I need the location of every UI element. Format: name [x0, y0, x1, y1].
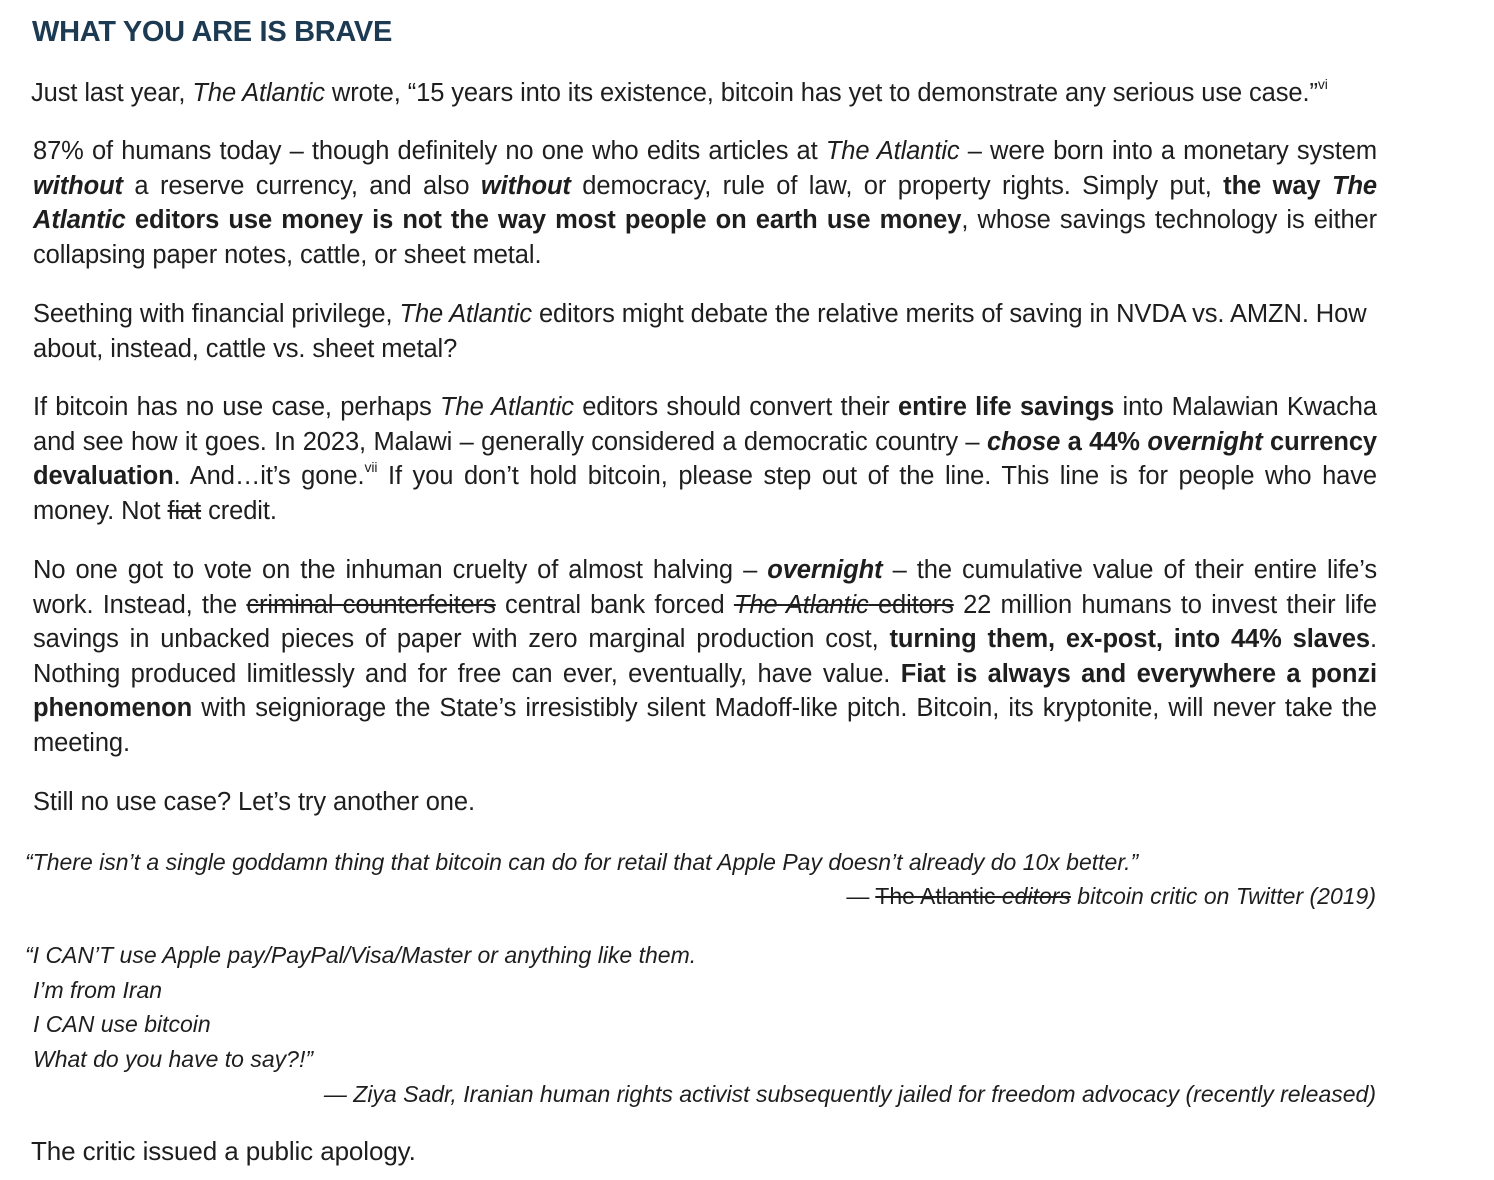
paragraph-halving — [33, 553, 1377, 761]
endnote-ref[interactable]: vi — [1317, 75, 1328, 92]
paragraph-financial-privilege — [33, 297, 1377, 366]
paragraph-malawi — [33, 390, 1377, 528]
text: with seigniorage the State’s irresistibly silent Madoff-like pitch. Bitcoin, its kryptonite, will never take the meeting. — [33, 694, 1377, 757]
quote-iran-line-4: What do you have to say?!” — [33, 1046, 313, 1072]
text: . And…it’s gone. — [173, 462, 365, 491]
text: If you don’t hold bitcoin, please step out of the line. This line is for people who have money. Not — [33, 462, 1378, 525]
struck-phrase: editors — [1001, 883, 1071, 909]
publication-name: The Atlantic — [399, 300, 532, 328]
emphasis: without — [33, 171, 123, 200]
emphasis: entire life savings — [897, 393, 1115, 421]
text: – the cumulative value of their entire life’s work. Instead, the — [33, 556, 1378, 619]
quote-iran-line-1: “I CAN’T use Apple pay/PayPal/Visa/Master or anything like them. — [25, 942, 697, 968]
paragraph-atlantic-quote — [31, 76, 1375, 111]
struck-word: fiat — [167, 496, 202, 525]
quote-iran-line-3: I CAN use bitcoin — [33, 1011, 211, 1037]
text: Seething with financial privilege, — [33, 300, 400, 328]
endnote-ref[interactable]: vii — [364, 458, 378, 475]
text: editors should convert their — [573, 393, 898, 421]
text: 22 million humans to invest their life savings in unbacked pieces of paper with zero marginal production cost, — [33, 590, 1377, 654]
text: central bank forced — [495, 590, 734, 619]
paragraph-apology: The critic issued a public apology. — [31, 1136, 416, 1166]
text: editors might debate the relative merits of saving in NVDA vs. AMZN. How about, instead, cattle vs. sheet metal? — [33, 300, 1367, 363]
quote-attribution-sadr: — Ziya Sadr, Iranian human rights activist subsequently jailed for freedom advocacy (recently released) — [323, 1081, 1376, 1107]
bold-statement: turning them, ex-post, into 44% slaves — [889, 625, 1371, 654]
quote-iran-line-2: I’m from Iran — [33, 977, 163, 1003]
text: If bitcoin has no use case, perhaps — [33, 393, 441, 421]
text: . Nothing produced limitlessly and for free can ever, eventually, have value. — [33, 625, 1378, 688]
text: into Malawian Kwacha and see how it goes. In 2023, Malawi – generally considered a democratic country – — [33, 393, 1377, 456]
publication-name: The Atlantic — [192, 79, 325, 107]
publication-name: The Atlantic — [440, 393, 574, 421]
quote-apple-pay: “There isn’t a single goddamn thing that bitcoin can do for retail that Apple Pay doesn’t already do 10x better.” — [25, 849, 1139, 875]
paragraph-another-one: Still no use case? Let’s try another one. — [33, 788, 475, 816]
bold-statement: the way The Atlantic editors use money is not the way most people on earth use money — [33, 171, 1378, 235]
struck-phrase: criminal counterfeiters — [246, 590, 496, 619]
text: No one got to vote on the inhuman cruelty of almost halving – — [33, 556, 768, 584]
emphasis: without — [480, 171, 571, 200]
bold-statement: Fiat is always and everywhere a ponzi phenomenon — [33, 659, 1377, 723]
struck-phrase: The Atlantic — [875, 883, 1002, 909]
text: a reserve currency, and also — [122, 171, 481, 200]
text: wrote, “15 years into its existence, bitcoin has yet to demonstrate any serious use case.” — [324, 79, 1318, 107]
struck-phrase: The Atlantic editors — [733, 590, 954, 619]
section-heading: WHAT YOU ARE IS BRAVE — [32, 16, 392, 48]
emphasis: overnight — [767, 556, 883, 584]
text: credit. — [201, 496, 277, 525]
paragraph-87-percent — [33, 134, 1377, 272]
text: Just last year, — [31, 79, 193, 107]
text: democracy, rule of law, or property rights. Simply put, — [570, 171, 1224, 200]
text: , whose savings technology is either collapsing paper notes, cattle, or sheet metal. — [33, 206, 1377, 269]
bold-statement: chose a 44% overnight currency devaluation — [33, 427, 1377, 491]
publication-name: The Atlantic — [825, 137, 960, 165]
quote-attribution: — The Atlantic editors bitcoin critic on Twitter (2019) — [846, 883, 1376, 909]
text: – were born into a monetary system — [959, 137, 1377, 165]
text: 87% of humans today – though definitely no one who edits articles at — [33, 137, 826, 165]
